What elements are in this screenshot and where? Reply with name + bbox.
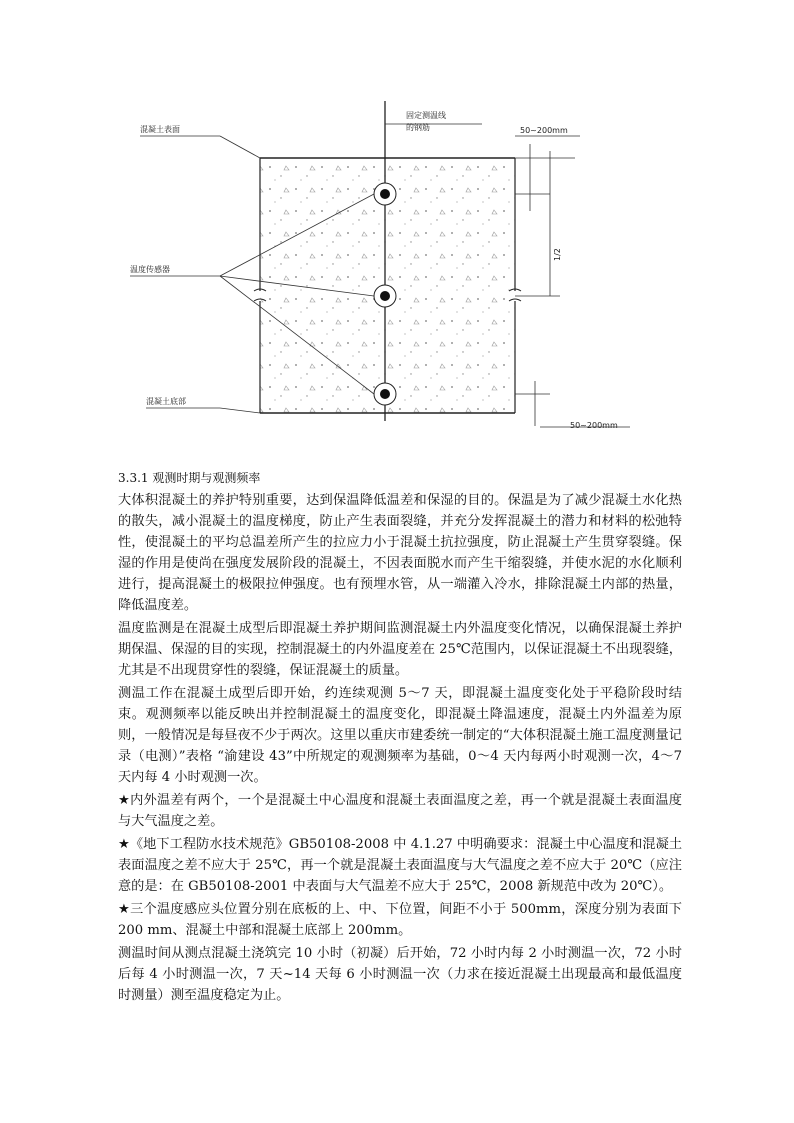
sensor-label: 温度传感器 — [130, 265, 170, 274]
paragraph-curing: 大体积混凝土的养护特别重要，达到保温降低温差和保湿的目的。保温是为了减少混凝土水化热的散失，减小混凝土的温度梯度，防止产生表面裂缝，并充分发挥混凝土的潜力和材料的松弛特性，使混凝土的平均总温差所产生的拉应力小于混凝土抗拉强度，防止混凝土产生贯穿裂缝。保湿的作用是使尚在强度发展阶段的混凝土，不因表面脱水而产生干缩裂缝，并使水泥的水化顺利进行，提高混凝土的极限拉伸强度。也有预埋水管，从一端灌入冷水，排除混凝土内部的热量，降低温度差。 — [118, 493, 682, 613]
paragraph-temperature-monitoring: 温度监测是在混凝土成型后即混凝土养护期间监测混凝土内外温度变化情况，以确保混凝土养护期保温、保湿的目的实现，控制混凝土的内外温度差在 25℃范围内，以保证混凝土不出现裂缝，尤其是不出现贯穿性的裂缝，保证混凝土的质量。 — [118, 621, 682, 678]
paragraph-specification — [118, 834, 682, 897]
paragraph-temperature-difference — [118, 790, 682, 832]
paragraph-sensor-positions — [118, 899, 682, 941]
paragraph-measurement-schedule: 测温工作在混凝土成型后即开始，约连续观测 5～7 天，即混凝土温度变化处于平稳阶段时结束。观测频率以能反映出并控制混凝土的温度变化，即混凝土降温速度，混凝土内外温差为原则，一般情况是每昼夜不少于两次。这里以重庆市建委统一制定的“大体积混凝土施工温度测量记录（电测）”表格 “渝建设 43”中所规定的观测频率为基础，0～4 天内每两小时观测一次，4～7 天内每 4 小时观测一次。 — [118, 686, 682, 785]
star-icon: ★ — [118, 902, 131, 917]
star-icon: ★ — [118, 837, 130, 852]
sensor-bottom — [374, 383, 396, 405]
half-dimension-label: 1/2 — [553, 248, 562, 261]
sensor-layout-diagram — [110, 96, 670, 446]
paragraph-measurement-timing: 测温时间从测点混凝土浇筑完 10 小时（初凝）后开始，72 小时内每 2 小时测温一次，72 小时后每 4 小时测温一次，7 天~14 天每 6 小时测温一次（力求在接近混凝土出现最高和最低温度时测量）测至温度稳定为止。 — [118, 946, 682, 1003]
paragraph-text: 三个温度感应头位置分别在底板的上、中、下位置，间距不小于 500mm，深度分别为表面下 200 mm、混凝土中部和混凝土底部上 200mm。 — [118, 902, 682, 938]
sensor-top — [374, 183, 396, 205]
sensor-layout-figure — [110, 96, 670, 446]
bottom-label: 混凝土底部 — [146, 397, 186, 406]
surface-label: 混凝土表面 — [140, 125, 180, 134]
rebar-label-line2: 的钢筋 — [406, 123, 430, 132]
document-body — [118, 470, 682, 1008]
sensor-middle — [374, 285, 396, 307]
rebar-label: 固定测温线 — [406, 111, 446, 120]
paragraph-text: 《地下工程防水技术规范》GB50108-2008 中 4.1.27 中明确要求：混凝土中心温度和混凝土表面温度之差不应大于 25℃，再一个就是混凝土表面温度与大气温度之差不应大于 20℃（应注意的是：在 GB50108-2001 中表面与大气温差不应大于 25℃，2008 新规范中改为 20℃）。 — [118, 837, 683, 894]
top-dimension-label: 50~200mm — [520, 126, 568, 135]
paragraph-text: 内外温差有两个，一个是混凝土中心温度和混凝土表面温度之差，再一个就是混凝土表面温度与大气温度之差。 — [118, 793, 682, 829]
section-heading: 3.3.1 观测时期与观测频率 — [118, 471, 261, 485]
bottom-dimension-label: 50~200mm — [570, 421, 618, 430]
star-icon: ★ — [118, 793, 131, 808]
